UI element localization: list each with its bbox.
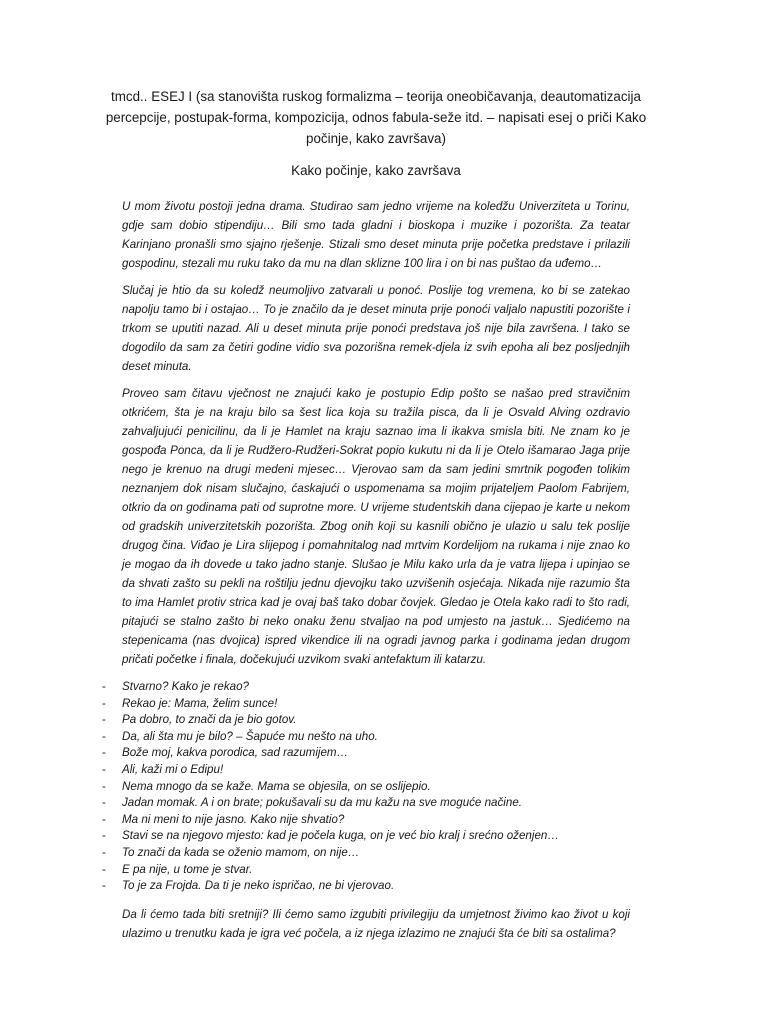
dialogue-line (102, 712, 630, 729)
dialogue-dash: - (102, 696, 106, 710)
dialogue-dash: - (102, 779, 106, 793)
paragraph-2: Slučaj je htio da su koledž neumoljivo zatvarali u ponoć. Poslije tog vremena, ko bi se zatekao napolju tamo bi i ostajao… To je značilo da je deset minuta prije ponoći valjalo napustiti pozorište i trkom se uputiti nazad. Ali u deset minuta prije ponoći predstava još nije bila završena. I tako se dogodilo da sam za četiri godine vidio sva pozorišna remek-djela iz svih epoha ali bez posljednjih deset minuta. (122, 284, 630, 373)
dialogue-text: Nema mnogo da se kaže. Mama se objesila, on se oslijepio. (122, 779, 431, 793)
assignment-heading: tmcd.. ESEJ I (sa stanovišta ruskog formalizma – teorija oneobičavanja, deautomatizacija percepcije, postupak-forma, kompozicija, odnos fabula-seže itd. – napisati esej o priči Kako počinje, kako završava) (105, 89, 647, 146)
dialogue-text: Ma ni meni to nije jasno. Kako nije shvatio? (122, 812, 345, 826)
dialogue-text: Stvarno? Kako je rekao? (122, 680, 249, 693)
dialogue-dash: - (102, 879, 106, 893)
dialogue-line (102, 745, 630, 762)
dialogue-text: E pa nije, u tome je stvar. (122, 862, 253, 876)
dialogue-text: To znači da kada se oženio mamom, on nije… (122, 845, 360, 859)
dialogue-dash: - (102, 812, 106, 826)
dialogue-dash: - (102, 680, 106, 693)
dialogue-text: Bože moj, kakva porodica, sad razumijem… (122, 746, 349, 760)
dialogue-line (102, 679, 630, 696)
dialogue-line (102, 696, 630, 713)
closing-paragraph: Da li ćemo tada biti sretniji? Ili ćemo samo izgubiti privilegiju da umjetnost živimo kao život u koji ulazimo u trenutku kada je igra već počela, a iz njega izlazimo ne znajući šta će biti sa ostalima? (122, 907, 630, 940)
dialogue-text: Ali, kaži mi o Edipu! (122, 762, 224, 776)
dialogue-dash: - (102, 762, 106, 776)
dialogue-line (102, 812, 630, 829)
essay-title: Kako počinje, kako završava (291, 163, 461, 178)
dialogue-text: Pa dobro, to znači da je bio gotov. (122, 713, 297, 727)
dialogue-dash: - (102, 746, 106, 760)
dialogue-line (102, 845, 630, 862)
dialogue-line (102, 779, 630, 796)
dialogue-text: Jadan momak. A i on brate; pokušavali su da mu kažu na sve moguće načine. (122, 796, 522, 810)
dialogue-dash: - (102, 829, 106, 843)
dialogue-line (102, 878, 630, 895)
dialogue-dash: - (102, 796, 106, 810)
dialogue-line (102, 762, 630, 779)
dialogue-dash: - (102, 713, 106, 727)
paragraph-3: Proveo sam čitavu vječnost ne znajući kako je postupio Edip pošto se našao pred stravičnim otkrićem, šta je na kraju bilo sa šest lica koja su tražila pisca, da li je Osvald Alving ozdravio zahvaljujući penicilinu, da li je Hamlet na kraju saznao ima li ikakva smisla biti. Ne znam ko je gospođa Ponca, da li je Rudžero-Rudžeri-Sokrat popio kukutu ni da li je Otelo išamarao Jaga prije nego je krenuo na drugi medeni mjesec… Vjerovao sam da sam jedini smrtnik pogođen tolikim neznanjem dok nisam slučajno, ćaskajući o uspomenama sa mojim prijateljem Paolom Fabrijem, otkrio da on godinama pati od suprotne more. U vrijeme studentskih dana cijepao je karte u nekom od gradskih univerzitetskih pozorišta. Zbog onih koji su kasnili obično je ulazio u salu tek poslije drugog čina. Viđao je Lira slijepog i pomahnitalog nad mrtvim Kordelijom na rukama i nije znao ko je mogao da ih dovede u tako jadno stanje. Slušao je Milu kako urla da je vatra lijepa i upinjao se da shvati zašto su pekli na roštilju jednu djevojku tako uzvišenih osjećaja. Nikada nije razumio šta to ima Hamlet protiv strica kad je ovaj baš tako dobar čovjek. Gledao je Otela kako radi to što radi, pitajući se stalno zašto bi neko onaku ženu stvaljao na pod umjesto na jastuk… Sjedićemo na stepenicama (nas dvojica) ispred vikendice ili na ogradi javnog parka i godinama jedan drugom pričati početke i finala, dočekujući uzvikom svaki antefaktum ili katarzu. (122, 387, 630, 666)
dialogue-line (102, 862, 630, 879)
dialogue-line (102, 795, 630, 812)
paragraph-1: U mom životu postoji jedna drama. Studirao sam jedno vrijeme na koledžu Univerziteta u Torinu, gdje sam dobio stipendiju… Bili smo tada gladni i bioskopa i muzike i pozorišta. Za teatar Karinjano pronašli smo sjajno rješenje. Stizali smo deset minuta prije početka predstave i prilazili gospodinu, stezali mu ruku tako da mu na dlan sklizne 100 lira i on bi nas puštao da uđemo… (122, 200, 630, 270)
dialogue-text: Rekao je: Mama, želim sunce! (122, 696, 278, 710)
dialogue-dash: - (102, 729, 106, 743)
dialogue-dash: - (102, 862, 106, 876)
dialogue-line (102, 729, 630, 746)
dialogue-list (102, 679, 630, 895)
dialogue-text: Da, ali šta mu je bilo? – Šapuće mu nešto na uho. (122, 729, 378, 743)
dialogue-text: Stavi se na njegovo mjesto: kad je počela kuga, on je već bio kralj i srećno oženjen… (122, 829, 559, 843)
dialogue-dash: - (102, 845, 106, 859)
dialogue-text: To je za Frojda. Da ti je neko ispričao, ne bi vjerovao. (122, 879, 395, 893)
dialogue-line (102, 828, 630, 845)
